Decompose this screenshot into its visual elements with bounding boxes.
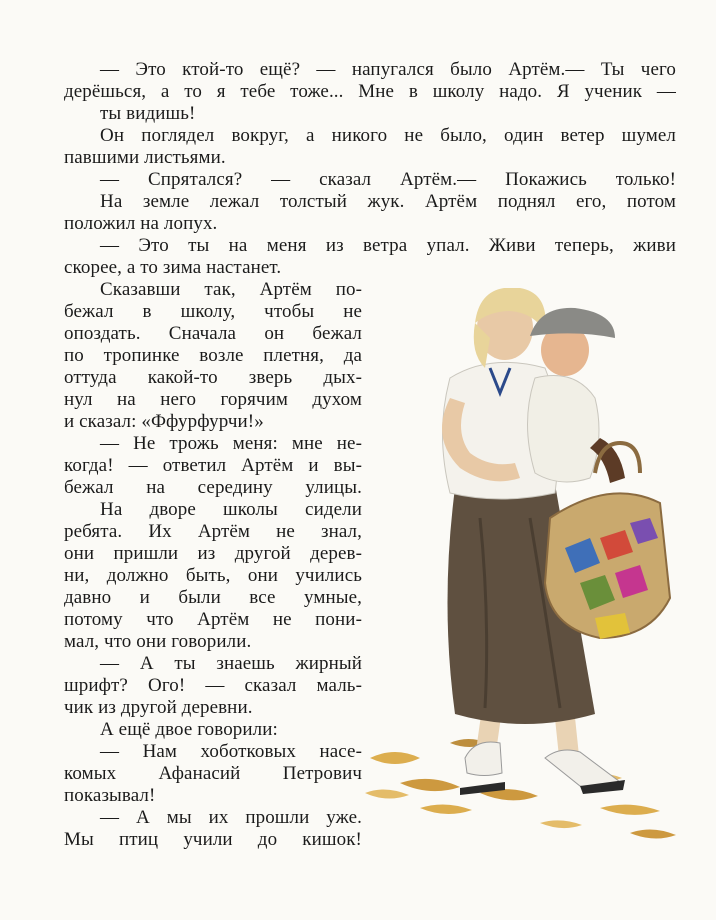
text-line: павшими листьями.: [64, 147, 226, 168]
text-line: и сказал: «Ффурфурчи!»: [64, 411, 264, 432]
text-line: дерёшься, а то я тебе тоже... Мне в школу надо. Я ученик —: [64, 81, 676, 102]
text-line: бежал на середину улицы.: [64, 477, 362, 498]
text-line: ни, должно быть, они учились: [64, 565, 362, 586]
text-line: Сказавши так, Артём по-: [100, 279, 362, 300]
text-line: — Спрятался? — сказал Артём.— Покажись только!: [100, 169, 676, 190]
text-line: давно и были все умные,: [64, 587, 362, 608]
text-line: ты видишь!: [100, 103, 196, 124]
text-line: — Это ты на меня из ветра упал. Живи теперь, живи: [100, 235, 676, 256]
text-line: нул на него горячим духом: [64, 389, 362, 410]
text-line: бежал в школу, чтобы не: [64, 301, 362, 322]
text-line: На земле лежал толстый жук. Артём поднял его, потом: [100, 191, 676, 212]
text-line: потому что Артём не пони-: [64, 609, 362, 630]
text-line: Он поглядел вокруг, а никого не было, один ветер шумел: [100, 125, 676, 146]
text-line: На дворе школы сидели: [100, 499, 362, 520]
text-line: — Это ктой-то ещё? — напугался было Артём.— Ты чего: [100, 59, 676, 80]
text-line: ребята. Их Артём не знал,: [64, 521, 362, 542]
text-line: Мы птиц учили до кишок!: [64, 829, 362, 850]
child-body: [528, 376, 600, 483]
text-line: — А мы их прошли уже.: [100, 807, 362, 828]
text-line: показывал!: [64, 785, 156, 806]
woman-carrying-child-illustration: [360, 288, 690, 858]
text-line: по тропинке возле плетня, да: [64, 345, 362, 366]
text-line: они пришли из другой дерев-: [64, 543, 362, 564]
text-line: — Не трожь меня: мне не-: [100, 433, 362, 454]
text-line: опоздать. Сначала он бежал: [64, 323, 362, 344]
text-line: — А ты знаешь жирный: [100, 653, 362, 674]
text-line: когда! — ответил Артём и вы-: [64, 455, 362, 476]
text-line: положил на лопух.: [64, 213, 218, 234]
text-line: А ещё двое говорили:: [100, 719, 278, 740]
fallen-leaves: [365, 739, 676, 839]
text-line: — Нам хоботковых насе-: [100, 741, 362, 762]
text-line: комых Афанасий Петрович: [64, 763, 362, 784]
text-line: чик из другой деревни.: [64, 697, 253, 718]
text-line: оттуда какой-то зверь дых-: [64, 367, 362, 388]
text-line: мал, что они говорили.: [64, 631, 252, 652]
text-line: скорее, а то зима настанет.: [64, 257, 282, 278]
text-line: шрифт? Ого! — сказал маль-: [64, 675, 362, 696]
